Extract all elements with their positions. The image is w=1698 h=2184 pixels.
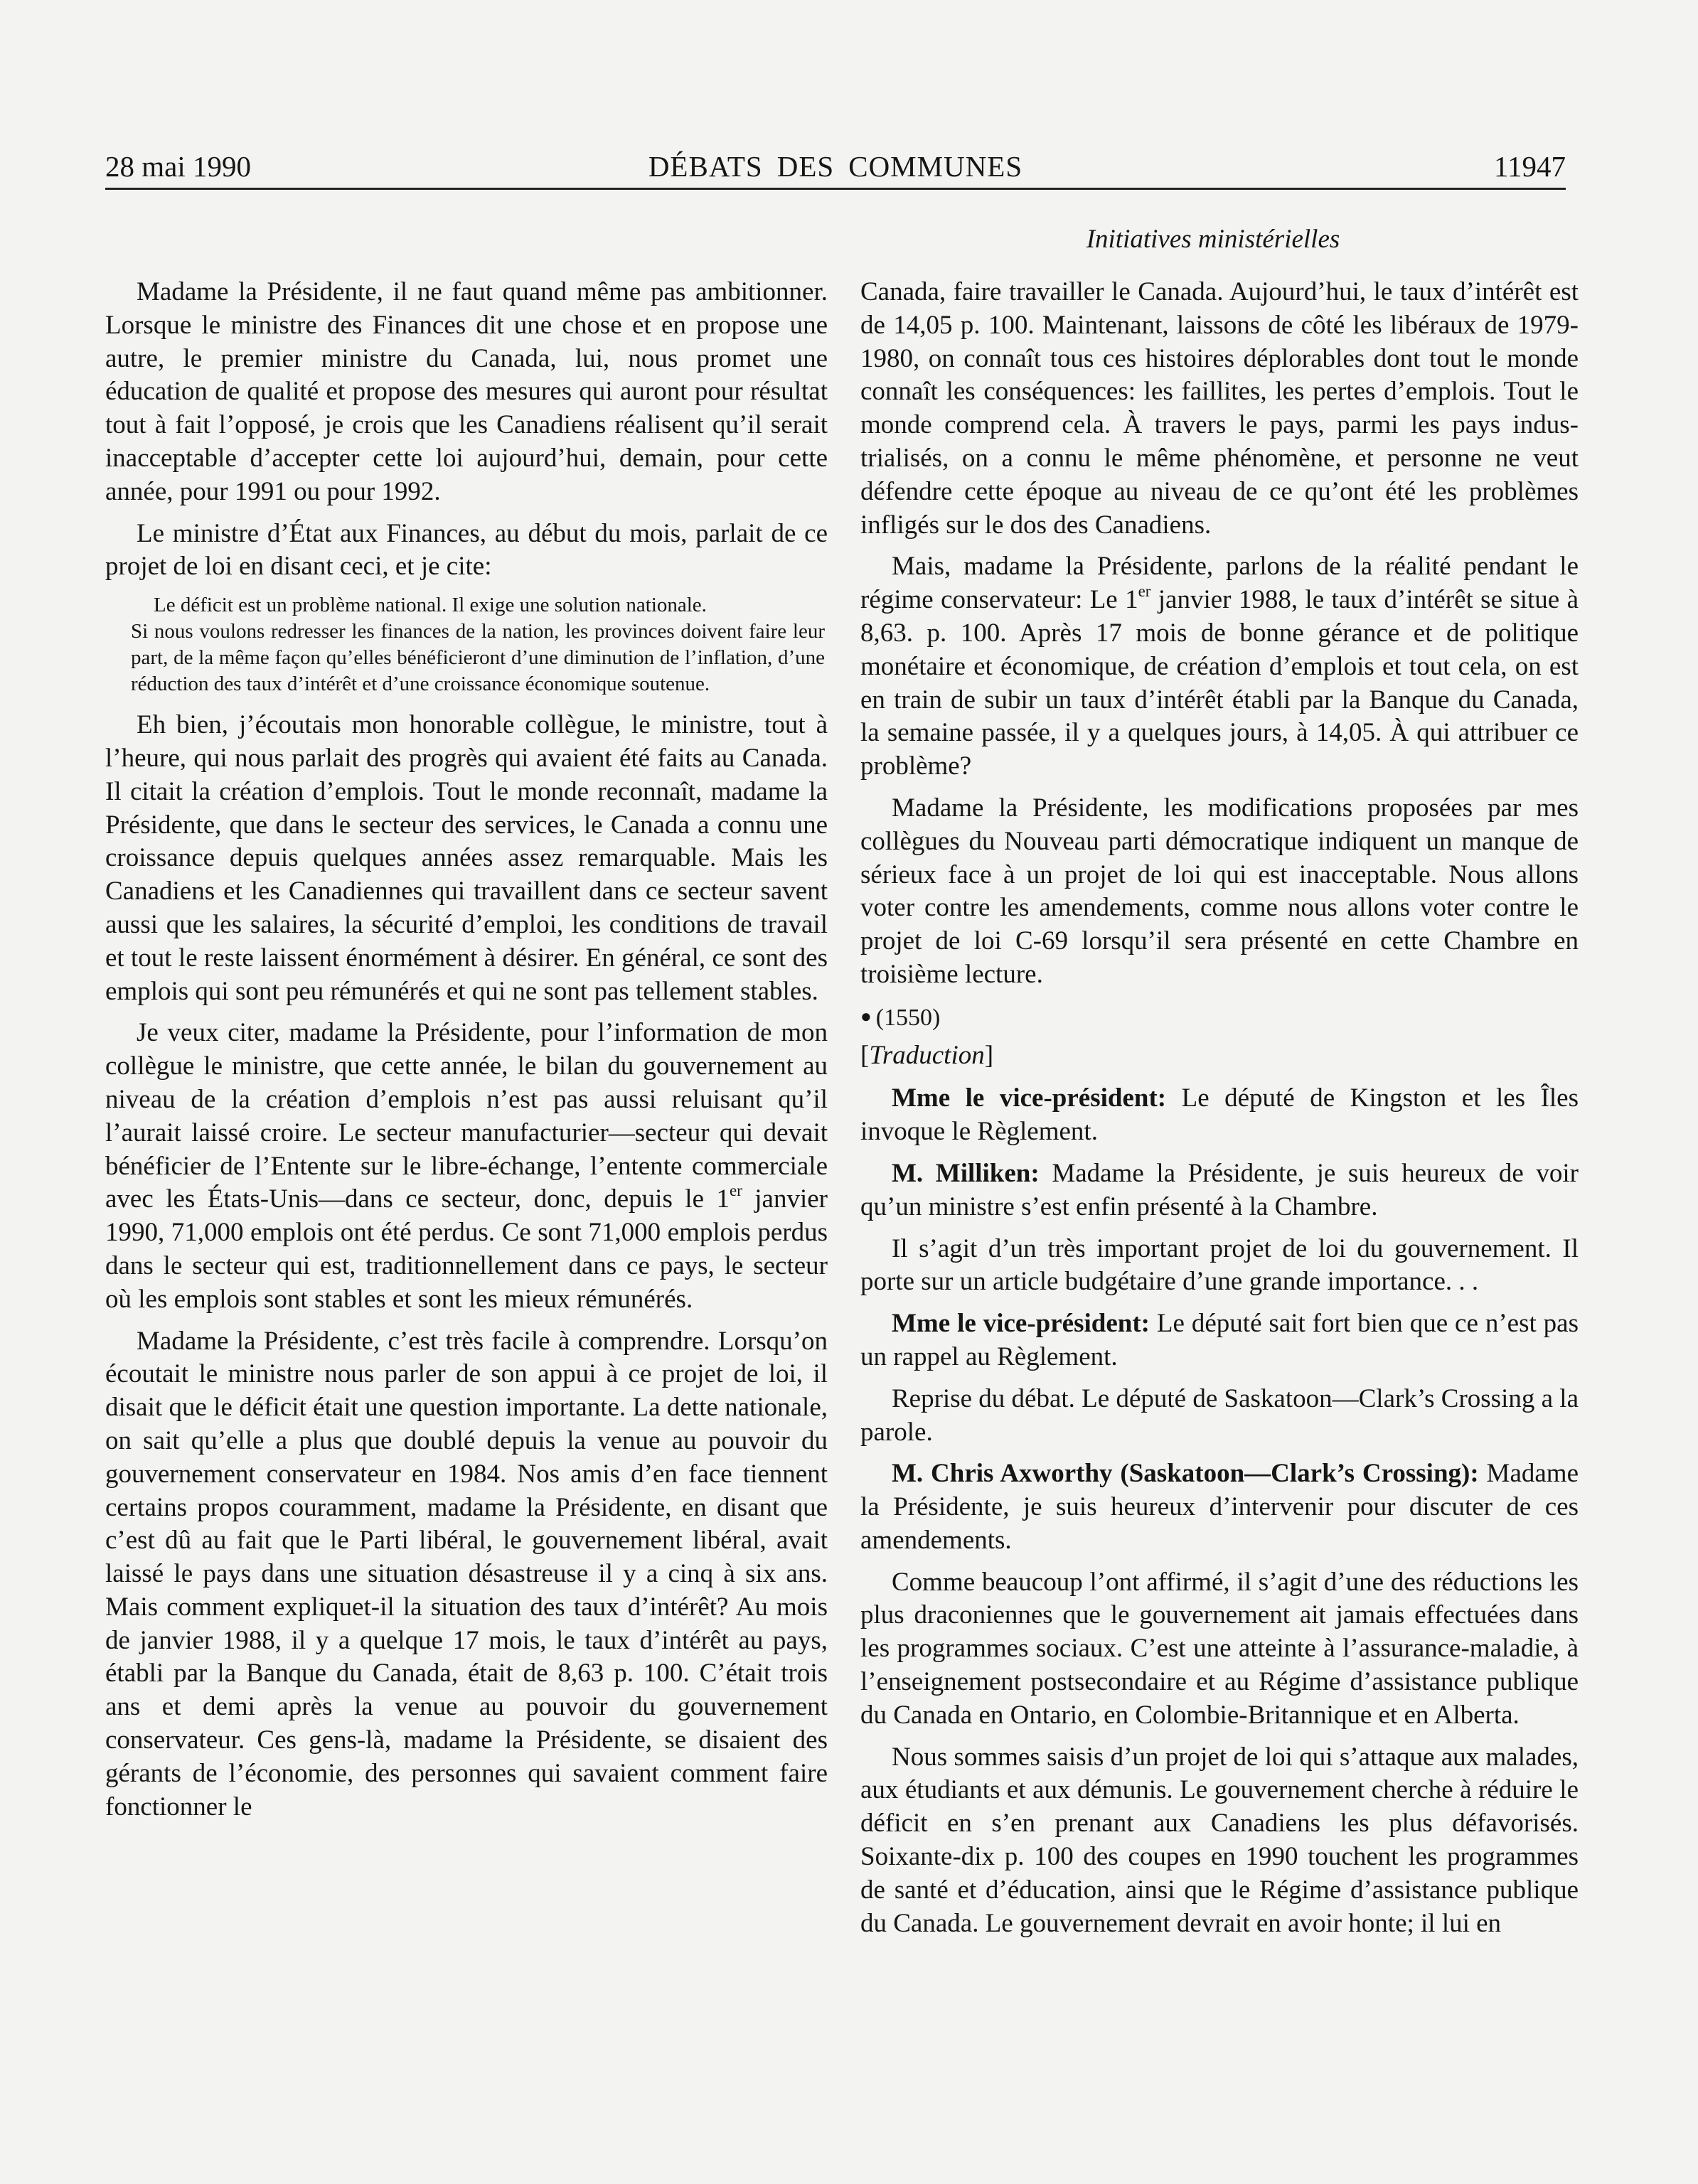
translation-marker: [Traduction] [860,1040,994,1070]
bullet-icon: ● [860,1005,872,1027]
paragraph: Nous sommes saisis d’un projet de loi qui s’attaque aux malades, aux étudiants et aux démunis. Le gouvernement cherche à réduire le déficit en s’en prenant aux Canadiens les plus défavorisés. Soixante-dix p. 100 des coupes en 1990 touchent les programmes de santé et d’éducation, ainsi que le Régime d’assistance publique du Canada. Le gouvernement devrait en avoir honte; il lui en [860,1742,1579,1938]
paragraph: Le ministre d’État aux Finances, au début du mois, parlait de ce projet de loi en disant ceci, et je cite: [105,518,828,582]
block-quote [131,592,828,697]
title-word: COMMUNES [848,150,1023,183]
header-date: 28 mai 1990 [105,150,251,183]
paragraph-text: janvier 1988, le taux d’intérêt se situe à 8,63. p. 100. Après 17 mois de bonne gérance et de politique monétaire et économique, de création d’emplois et tout cela, on est en train de subir un taux d’intérêt établi par la Banque du Canada, la semaine passée, il y a quelques jours, à 14,05. À qui attribuer ce problème? [860,585,1579,781]
paragraph-text: janvier 1990, 71,000 emplois ont été perdus. Ce sont 71,000 emplois perdus dans le secteur qui est, traditionnellement dans ce pays, le secteur où les emplois sont stables et sont les mieux rémunérés. [105,1184,828,1314]
quote-text: Si nous voulons redresser les finances de la nation, les provinces doivent faire leur part, de la même façon qu’elles bénéficieront d’une diminution de l’inflation, d’une réduction des taux d’intérêt et d’une croissance économique soutenue. [131,620,825,696]
paragraph [860,550,1579,783]
section-label: Initiatives ministérielles [1086,225,1340,254]
speaker-paragraph [860,1082,1579,1149]
paragraph-text: Je veux citer, madame la Présidente, pour l’information de mon collègue le ministre, que cette année, le bilan du gouvernement au niveau de la création d’emplois n’est pas aussi reluisant qu’il l’aurait laissé croire. Le secteur manufacturier—secteur qui devait bénéficier de l’Entente sur le libre-échange, l’entente commerciale avec les États-Unis—dans ce secteur, donc, depuis le 1 [105,1018,828,1214]
speaker-paragraph [860,1157,1579,1224]
speech-text: Madame la Présidente, je suis heureux d’intervenir pour discuter de ces amendements. [860,1459,1579,1555]
speaker-name: M. Milliken: [892,1158,1040,1188]
speaker-paragraph [860,1457,1579,1557]
quote-line: Le déficit est un problème national. Il exige une solution nationale. [154,594,707,617]
paragraph: Canada, faire travailler le Canada. Aujourd’hui, le taux d’intérêt est de 14,05 p. 100. Maintenant, laissons de côté les libéraux de 1979-1980, on connaît tous ces histoires déplorables dont tout le monde connaît les conséquences: les faillites, les pertes d’emplois. Tout le monde comprend cela. À travers le pays, parmi les pays industrialisés, on a connu le même phénomène, et personne ne veut défendre cette époque au niveau de ce qu’ont été les problèmes infligés sur le dos des Canadiens. [860,277,1579,540]
speaker-name: M. Chris Axworthy (Saskatoon—Clark’s Crossing): [892,1459,1479,1489]
paragraph: Madame la Présidente, les modifications proposées par mes collègues du Nouveau parti démocratique indiquent un manque de sérieux face à un projet de loi qui est inacceptable. Nous allons voter contre les amendements, comme nous allons voter contre le projet de loi C-69 lorsqu’il sera présenté en cette Chambre en troisième lecture. [860,793,1579,989]
paragraph: Comme beaucoup l’ont affirmé, il s’agit d’une des réductions les plus draconiennes que le gouvernement ait jamais effectuées dans les programmes sociaux. C’est une atteinte à l’assurance-maladie, à l’enseignement postsecondaire et au Régime d’assistance publique du Canada en Ontario, en Colombie-Britannique et en Alberta. [860,1567,1579,1730]
header-rule [105,188,1566,190]
publication-title [105,146,1566,186]
left-column [105,276,828,1832]
title-word: DÉBATS [648,150,763,183]
paragraph-text: Mais, madame la Présidente, parlons de la réalité pendant le régime conservateur: Le 1 [860,552,1579,615]
speaker-paragraph [860,1307,1579,1374]
paragraph: Eh bien, j’écoutais mon honorable collègue, le ministre, tout à l’heure, qui nous parlait des progrès qui avaient été faits au Canada. Il citait la création d’emplois. Tout le monde reconnaît, madame la Présidente, que dans le secteur des services, le Canada a connu une croissance depuis quelques années assez remarquable. Mais les Canadiens et les Canadiennes qui travaillent dans ce secteur savent aussi que les salaires, la sécurité d’emploi, les conditions de travail et tout le reste laissent énormément à désirer. En général, ce sont des emplois qui sont peu rémunérés et qui ne sont pas tellement stables. [105,710,828,1006]
speech-text: Le député sait fort bien que ce n’est pas un rappel au Règlement. [860,1309,1579,1371]
superscript: er [1138,582,1151,601]
paragraph: Reprise du débat. Le député de Saskatoon—Clark’s Crossing a la parole. [860,1383,1579,1447]
right-column [860,276,1579,1949]
speech-text: Le député de Kingston et les Îles invoque le Règlement. [860,1083,1579,1147]
title-word: DES [776,150,835,183]
time-marker [860,1000,1579,1035]
superscript: er [729,1182,742,1200]
paragraph: Madame la Présidente, il ne faut quand même pas ambitionner. Lorsque le ministre des Finances dit une chose et en propose une autre, le premier ministre du Canada, lui, nous promet une éducation de qualité et propose des mesures qui auront pour résultat tout à fait l’opposé, je crois que les Canadiens réalisent qu’il serait inacceptable d’accepter cette loi aujourd’hui, demain, pour cette année, pour 1991 ou pour 1992. [105,277,828,506]
translation-label: Traduction [869,1040,985,1070]
paragraph: Il s’agit d’un très important projet de loi du gouvernement. Il porte sur un article budgétaire d’une grande importance. . . [860,1233,1579,1297]
page-number: 11947 [1494,150,1566,183]
speech-text: Madame la Présidente, je suis heureux de voir qu’un ministre s’est enfin présenté à la Chambre. [860,1158,1579,1221]
speaker-name: Mme le vice-président: [892,1083,1167,1113]
time-marker-text: (1550) [875,1004,941,1031]
paragraph: Madame la Présidente, c’est très facile à comprendre. Lorsqu’on écoutait le ministre nous parler de son appui à ce projet de loi, il disait que le déficit était une question importante. La dette nationale, on sait qu’elle a plus que doublé depuis la venue au pouvoir du gouvernement conservateur en 1984. Nos amis d’en face tiennent certains propos couramment, madame la Présidente, en disant que c’est dû au fait que le Parti libéral, le gouvernement libéral, avait laissé le pays dans une situation désastreuse il y a cinq à six ans. Mais comment expliquet-il la situation des taux d’intérêt? Au mois de janvier 1988, il y a quelque 17 mois, le taux d’intérêt au pays, établi par la Banque du Canada, était de 8,63 p. 100. C’était trois ans et demi après la venue au pouvoir du gouvernement conservateur. Ces gens-là, madame la Présidente, se disaient des gérants de l’économie, des personnes qui savaient comment faire fonctionner le [105,1326,828,1821]
paragraph [105,1017,828,1316]
running-head [105,146,1566,186]
speaker-name: Mme le vice-président: [892,1309,1150,1339]
